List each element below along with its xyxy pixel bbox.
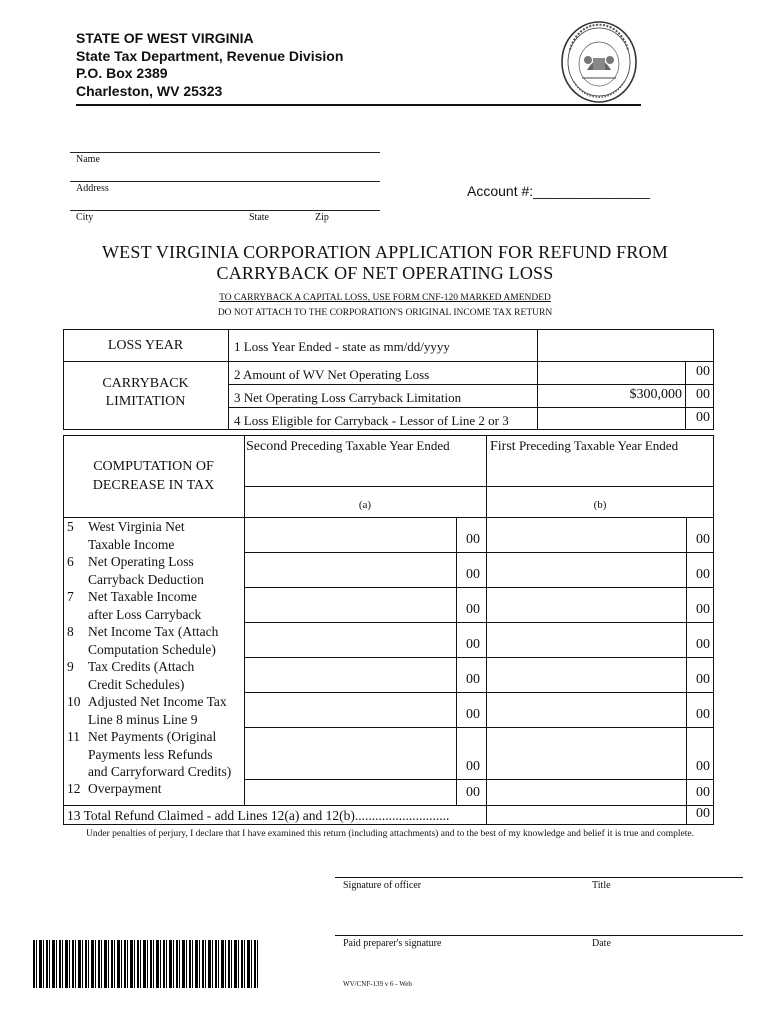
instruction-capital-loss: TO CARRYBACK A CAPITAL LOSS, USE FORM CNF-120 MARKED AMENDED [219,293,551,303]
agency-line-2: State Tax Department, Revenue Division [76,47,344,64]
computation-label-2: DECREASE IN TAX [92,478,215,493]
agency-address [76,30,343,100]
row-number: 10 [67,694,81,709]
line-13-cents[interactable]: 00 [696,806,710,821]
city-rule [70,210,380,211]
column-a-cents[interactable]: 00 [466,602,480,617]
column-a-label: (a) [358,499,372,511]
table-divider [456,517,457,805]
table-rule [244,657,714,658]
row-label-line: Overpayment [88,781,162,796]
row-number: 7 [67,589,74,604]
form-title-line-1: WEST VIRGINIA CORPORATION APPLICATION FOR REFUND FROM [101,242,668,262]
title-field[interactable]: Title [592,880,611,891]
line-1-input[interactable] [538,330,713,360]
address-rule [70,181,380,182]
row-number: 9 [67,659,74,674]
table-rule [244,622,714,623]
loss-year-label: LOSS YEAR [107,338,184,353]
table-rule [244,587,714,588]
barcode-icon [33,940,259,988]
line-1-label: 1 Loss Year Ended - state as mm/dd/yyyy [234,339,450,354]
instruction-do-not-attach: DO NOT ATTACH TO THE CORPORATION'S ORIGINAL INCOME TAX RETURN [217,308,553,318]
row-number: 11 [67,729,80,744]
row-label-line: Net Taxable Income [88,589,198,604]
table-rule [63,805,714,806]
form-title-line-2: CARRYBACK OF NET OPERATING LOSS [216,263,554,283]
row-number: 5 [67,519,74,534]
column-b-label: (b) [593,499,607,511]
column-a-cents[interactable]: 00 [466,637,480,652]
table-divider [228,329,229,430]
line-3-amount: $300,000 [629,387,682,402]
column-a-header-rest: Preceding Taxable Year Ended [290,438,450,453]
column-a-cents[interactable]: 00 [466,759,480,774]
row-label-line: after Loss Carryback [88,606,202,622]
row-label-line: Net Payments (Original [88,729,217,744]
column-b-header-rest: Preceding Taxable Year Ended [518,438,679,453]
name-rule [70,152,380,153]
preparer-signature-rule [335,935,743,936]
column-a-header [246,437,450,455]
row-label-line: Credit Schedules) [88,676,185,692]
city-field[interactable]: City [76,212,94,223]
agency-line-1: STATE OF WEST VIRGINIA [76,30,254,46]
column-b-cents[interactable]: 00 [696,759,710,774]
line-2-cents[interactable]: 00 [696,364,710,379]
column-b-cents[interactable]: 00 [696,532,710,547]
line-3-cents: 00 [696,387,710,402]
address-field[interactable]: Address [76,183,109,194]
column-b-cents[interactable]: 00 [696,785,710,800]
header-rule [76,104,641,106]
line-4-label: 4 Loss Eligible for Carryback - Lessor of Line 2 or 3 [234,413,509,428]
preparer-signature-field[interactable]: Paid preparer's signature [343,938,442,949]
carryback-label-2: LIMITATION [105,394,186,409]
account-number-field[interactable]: Account #:_______________ [467,183,650,199]
row-label-line: Tax Credits (Attach [88,659,195,674]
line-4-cents[interactable]: 00 [696,410,710,425]
state-field[interactable]: State [249,212,269,223]
name-field[interactable]: Name [76,154,100,165]
row-label-line: Computation Schedule) [88,641,216,657]
carryback-label-1: CARRYBACK [102,376,189,391]
column-b-cents[interactable]: 00 [696,637,710,652]
column-a-cents[interactable]: 00 [466,532,480,547]
table-rule [244,779,714,780]
row-label-line: Adjusted Net Income Tax [88,694,227,709]
table-divider [244,435,245,805]
row-number: 8 [67,624,74,639]
table-rule [228,384,714,385]
table-rule [244,552,714,553]
row-label-line: Payments less Refunds [88,746,213,762]
form-id: WV/CNF-139 v 6 - Web [343,980,412,988]
row-number: 6 [67,554,74,569]
officer-signature-field[interactable]: Signature of officer [343,880,422,891]
row-label-line: Net Operating Loss [88,554,194,569]
agency-line-4: Charleston, WV 25323 [76,82,223,99]
table-rule [244,727,714,728]
column-b-cents[interactable]: 00 [696,567,710,582]
computation-label-1: COMPUTATION OF [93,459,214,474]
state-seal-icon [560,20,638,104]
column-a-cents[interactable]: 00 [466,567,480,582]
row-label-line: West Virginia Net [88,519,185,534]
row-number: 12 [67,781,81,796]
officer-signature-rule [335,877,743,878]
date-field[interactable]: Date [592,938,611,949]
perjury-declaration: Under penalties of perjury, I declare that I have examined this return (including attachments) and to the best of my knowledge and belief it is true and complete. [86,829,694,839]
column-b-header [490,437,678,455]
form-title [0,242,770,284]
row-label-line: Carryback Deduction [88,571,204,587]
column-b-cents[interactable]: 00 [696,707,710,722]
row-label-line: and Carryforward Credits) [88,764,232,779]
row-label-line: Line 8 minus Line 9 [88,711,198,727]
line-3-label: 3 Net Operating Loss Carryback Limitation [234,390,462,405]
table-rule [244,692,714,693]
row-label-line: Net Income Tax (Attach [88,624,219,639]
column-a-cents[interactable]: 00 [466,707,480,722]
line-13-label: 13 Total Refund Claimed - add Lines 12(a) and 12(b)............................ [67,808,450,823]
column-b-cents[interactable]: 00 [696,672,710,687]
column-b-cents[interactable]: 00 [696,602,710,617]
column-a-header-word: Second [246,439,288,454]
table-rule [244,486,714,487]
agency-line-3: P.O. Box 2389 [76,65,168,81]
table-rule [63,361,714,362]
column-a-cents[interactable]: 00 [466,672,480,687]
line-2-label: 2 Amount of WV Net Operating Loss [234,367,430,382]
row-label-line: Taxable Income [88,536,175,552]
column-b-header-word: First [490,439,516,454]
zip-field[interactable]: Zip [315,212,329,223]
table-rule [228,407,714,408]
column-a-cents[interactable]: 00 [466,785,480,800]
